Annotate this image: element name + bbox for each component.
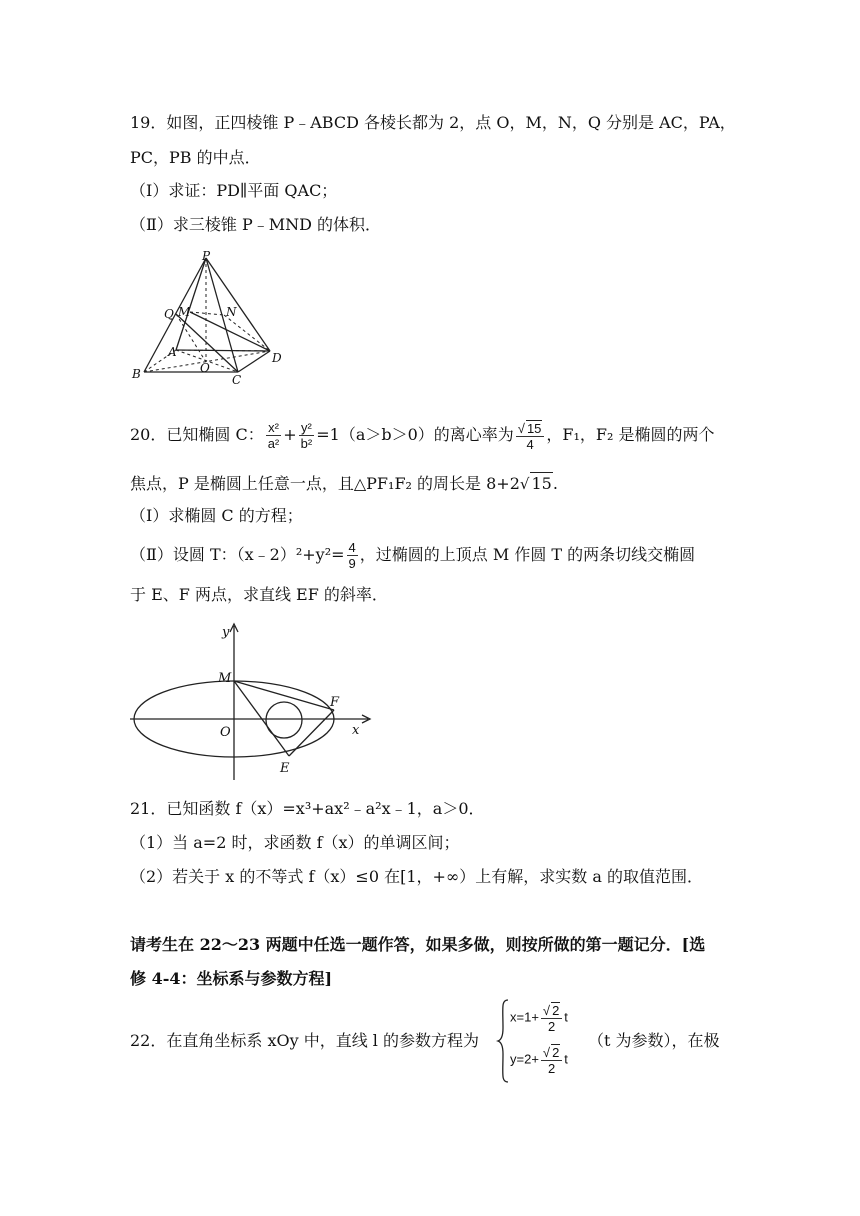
q22-suffix: （t 为参数），在极 (588, 1031, 720, 1050)
q21-part1: （1）当 a=2 时，求函数 f（x）的单调区间； (130, 833, 460, 852)
system-eq1: x=1+ $\frac{√ 2}{2}$ t (510, 1003, 568, 1034)
ecc-fraction: $\frac{√ 15}{4}$ (516, 420, 545, 452)
q20-line2: 焦点，P 是椭圆上任意一点，且△PF₁F₂ 的周长是 8+2√ 15. (130, 474, 558, 493)
label-O-ellipse: O (220, 725, 231, 740)
label-D: D (272, 351, 282, 365)
label-A: A (168, 345, 177, 359)
pyramid-figure (128, 248, 298, 388)
ellipse-figure (126, 618, 376, 783)
section-instruction-line1: 请考生在 22～23 两题中任选一题作答，如果多做，则按所做的第一题记分．[选 (130, 935, 706, 954)
q20-part1: （Ⅰ）求椭圆 C 的方程； (130, 506, 303, 525)
label-M: M (178, 305, 191, 319)
label-E: E (280, 761, 290, 776)
label-Q: Q (164, 307, 174, 321)
frac-y-b: $\frac{\text{y²}}{\text{b²}}$ (300, 420, 313, 451)
label-P: P (202, 249, 211, 263)
frac-x-a: $\frac{\text{x²}}{\text{a²}}$ (267, 420, 280, 451)
system-eq2: y=2+ $\frac{√ 2}{2}$ t (510, 1045, 568, 1076)
label-C: C (232, 373, 242, 387)
q21-part2: （2）若关于 x 的不等式 f（x）≤0 在[1，+∞）上有解，求实数 a 的取值范围． (130, 867, 703, 886)
label-B: B (132, 367, 141, 381)
label-M-ellipse: M (218, 671, 232, 686)
label-x: x (352, 723, 360, 738)
q20-after-ecc: ，F₁，F₂ 是椭圆的两个 (546, 425, 715, 444)
q20-part2-line1 (130, 539, 695, 571)
q21-line1: 21．已知函数 f（x）=x³+ax²﹣a²x﹣1，a＞0． (130, 799, 485, 818)
q19-part1: （I）求证：PD∥平面 QAC； (130, 181, 338, 200)
q20-part2-text: （Ⅱ）设圆 T：（x﹣2）²+y²= (130, 545, 345, 564)
q22-prefix: 22．在直角坐标系 xOy 中，直线 l 的参数方程为 (130, 1031, 480, 1050)
q20-line2-text: 焦点，P 是椭圆上任意一点，且△PF₁F₂ 的周长是 8+2 (130, 474, 520, 493)
q20-eq-rest: =1（a＞b＞0）的离心率为 (316, 425, 514, 444)
label-N: N (226, 305, 237, 319)
label-F: F (330, 695, 340, 710)
q20-prefix: 20．已知椭圆 C： (130, 425, 264, 444)
q19-line2: PC，PB 的中点． (130, 148, 261, 167)
q20-part2-line2: 于 E、F 两点，求直线 EF 的斜率． (130, 585, 388, 604)
label-y: y (222, 625, 230, 640)
section-instruction-line2: 修 4-4：坐标系与参数方程] (130, 969, 333, 988)
q19-line1: 19．如图，正四棱锥 P﹣ABCD 各棱长都为 2，点 O，M，N，Q 分别是 AC，PA， (130, 113, 736, 132)
system-brace (496, 998, 510, 1084)
perimeter-radicand: 15 (531, 474, 552, 493)
q20-part2-rest: ，过椭圆的上顶点 M 作圆 T 的两条切线交椭圆 (359, 545, 696, 564)
q20-line1 (130, 418, 715, 452)
plus-sign: + (283, 425, 297, 444)
q19-part2: （Ⅱ）求三棱锥 P﹣MND 的体积． (130, 215, 382, 234)
frac-4-9: $\frac{4}{9}$ (348, 540, 356, 571)
label-O: O (200, 361, 210, 375)
